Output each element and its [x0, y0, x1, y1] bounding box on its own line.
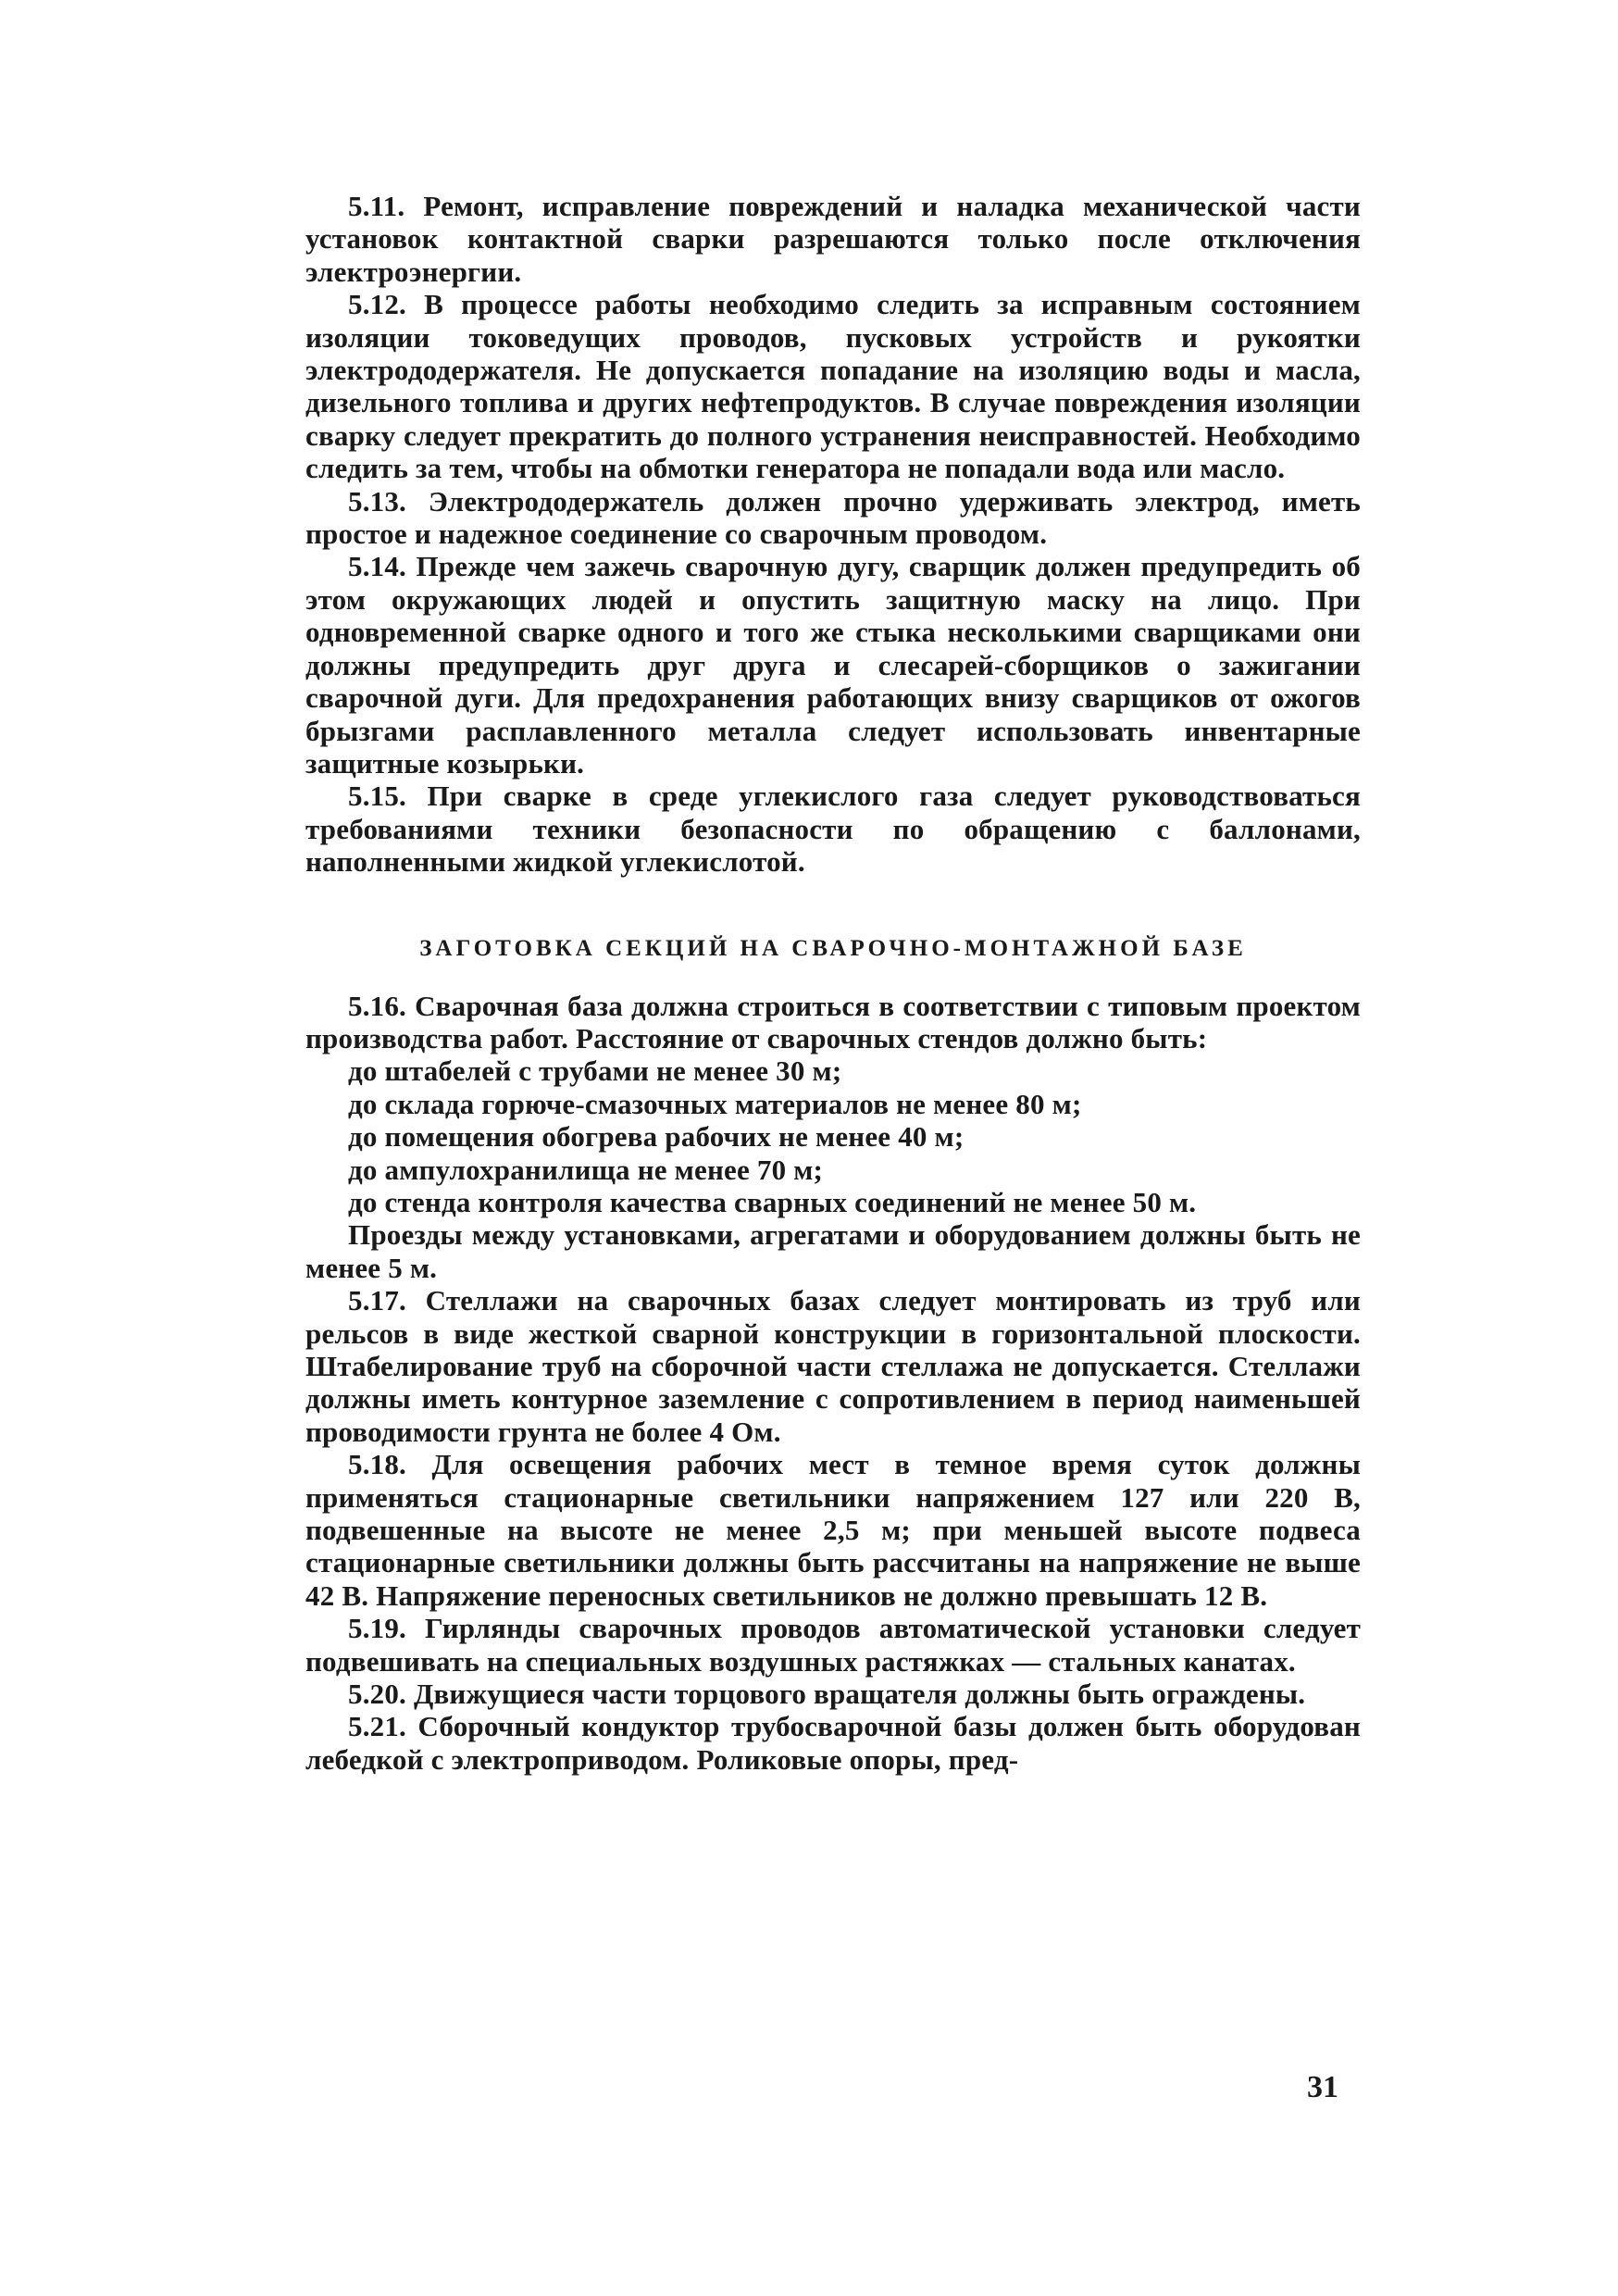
page-body [305, 190, 1361, 1776]
list-item: до штабелей с трубами не менее 30 м; [348, 1054, 842, 1088]
list-item: до помещения обогрева рабочих не менее 40 м; [348, 1120, 965, 1154]
paragraph-5-18: 5.18. Для освещения рабочих мест в темное время суток должны применяться стационарные светильники напряжением 127 или 220 В, подвешенные на высоте не менее 2,5 м; при меньшей высоте подвеса стационарные светильники должны быть рассчитаны на напряжение не выше 42 В. Напряжение переносных светильников не должно превышать 12 В. [305, 1448, 1361, 1612]
page-number: 31 [1307, 2070, 1338, 2104]
paragraph-5-14: 5.14. Прежде чем зажечь сварочную дугу, сварщик должен предупредить об этом окружающих людей и опустить защитную маску на лицо. При одновременной сварке одного и того же стыка несколькими сварщиками они должны предупредить друг друга и слесарей-сборщиков о зажигании сварочной дуги. Для предохранения работающих внизу сварщиков от ожогов брызгами расплавленного металла следует использовать инвентарные защитные козырьки. [305, 550, 1361, 780]
paragraph-5-21: 5.21. Сборочный кондуктор трубосварочной базы должен быть оборудован лебедкой с электроприводом. Роликовые опоры, пред- [305, 1710, 1361, 1776]
paragraph-5-12: 5.12. В процессе работы необходимо следить за исправным состоянием изоляции токоведущих проводов, пусковых устройств и рукоятки электрододержателя. Не допускается попадание на изоляцию воды и масла, дизельного топлива и других нефтепродуктов. В случае повреждения изоляции сварку следует прекратить до полного устранения неисправностей. Необходимо следить за тем, чтобы на обмотки генератора не попадали вода или масло. [305, 288, 1361, 485]
list-item: до ампулохранилища не менее 70 м; [348, 1153, 824, 1186]
paragraph-5-11: 5.11. Ремонт, исправление повреждений и наладка механической части установок контактной сварки разрешаются только после отключения электроэнергии. [305, 190, 1361, 288]
paragraph-5-13: 5.13. Электрододержатель должен прочно удерживать электрод, иметь простое и надежное соединение со сварочным проводом. [305, 484, 1361, 551]
distance-list [305, 1054, 1361, 1218]
section-heading: ЗАГОТОВКА СЕКЦИЙ НА СВАРОЧНО-МОНТАЖНОЙ БАЗЕ [419, 935, 1247, 961]
list-item: до склада горюче-смазочных материалов не менее 80 м; [348, 1087, 1082, 1120]
paragraph-5-15: 5.15. При сварке в среде углекислого газа следует руководствоваться требованиями техники безопасности по обращению с баллонами, наполненными жидкой углекислотой. [305, 780, 1361, 879]
paragraph-5-20: 5.20. Движущиеся части торцового вращателя должны быть ограждены. [348, 1678, 1306, 1711]
paragraph-5-16: 5.16. Сварочная база должна строиться в соответствии с типовым проектом производства работ. Расстояние от сварочных стендов должно быть: [305, 989, 1361, 1054]
list-item: до стенда контроля качества сварных соединений не менее 50 м. [348, 1185, 1197, 1218]
paragraph-5-19: 5.19. Гирлянды сварочных проводов автоматической установки следует подвешивать на специальных воздушных растяжках — стальных канатах. [305, 1612, 1361, 1678]
paragraph-passages: Проезды между установками, агрегатами и оборудованием должны быть не менее 5 м. [305, 1218, 1361, 1284]
paragraph-5-17: 5.17. Стеллажи на сварочных базах следует монтировать из труб или рельсов в виде жесткой сварной конструкции в горизонтальной плоскости. Штабелирование труб на сборочной части стеллажа не допускается. Стеллажи должны иметь контурное заземление с сопротивлением в период наименьшей проводимости грунта не более 4 Ом. [305, 1284, 1361, 1448]
